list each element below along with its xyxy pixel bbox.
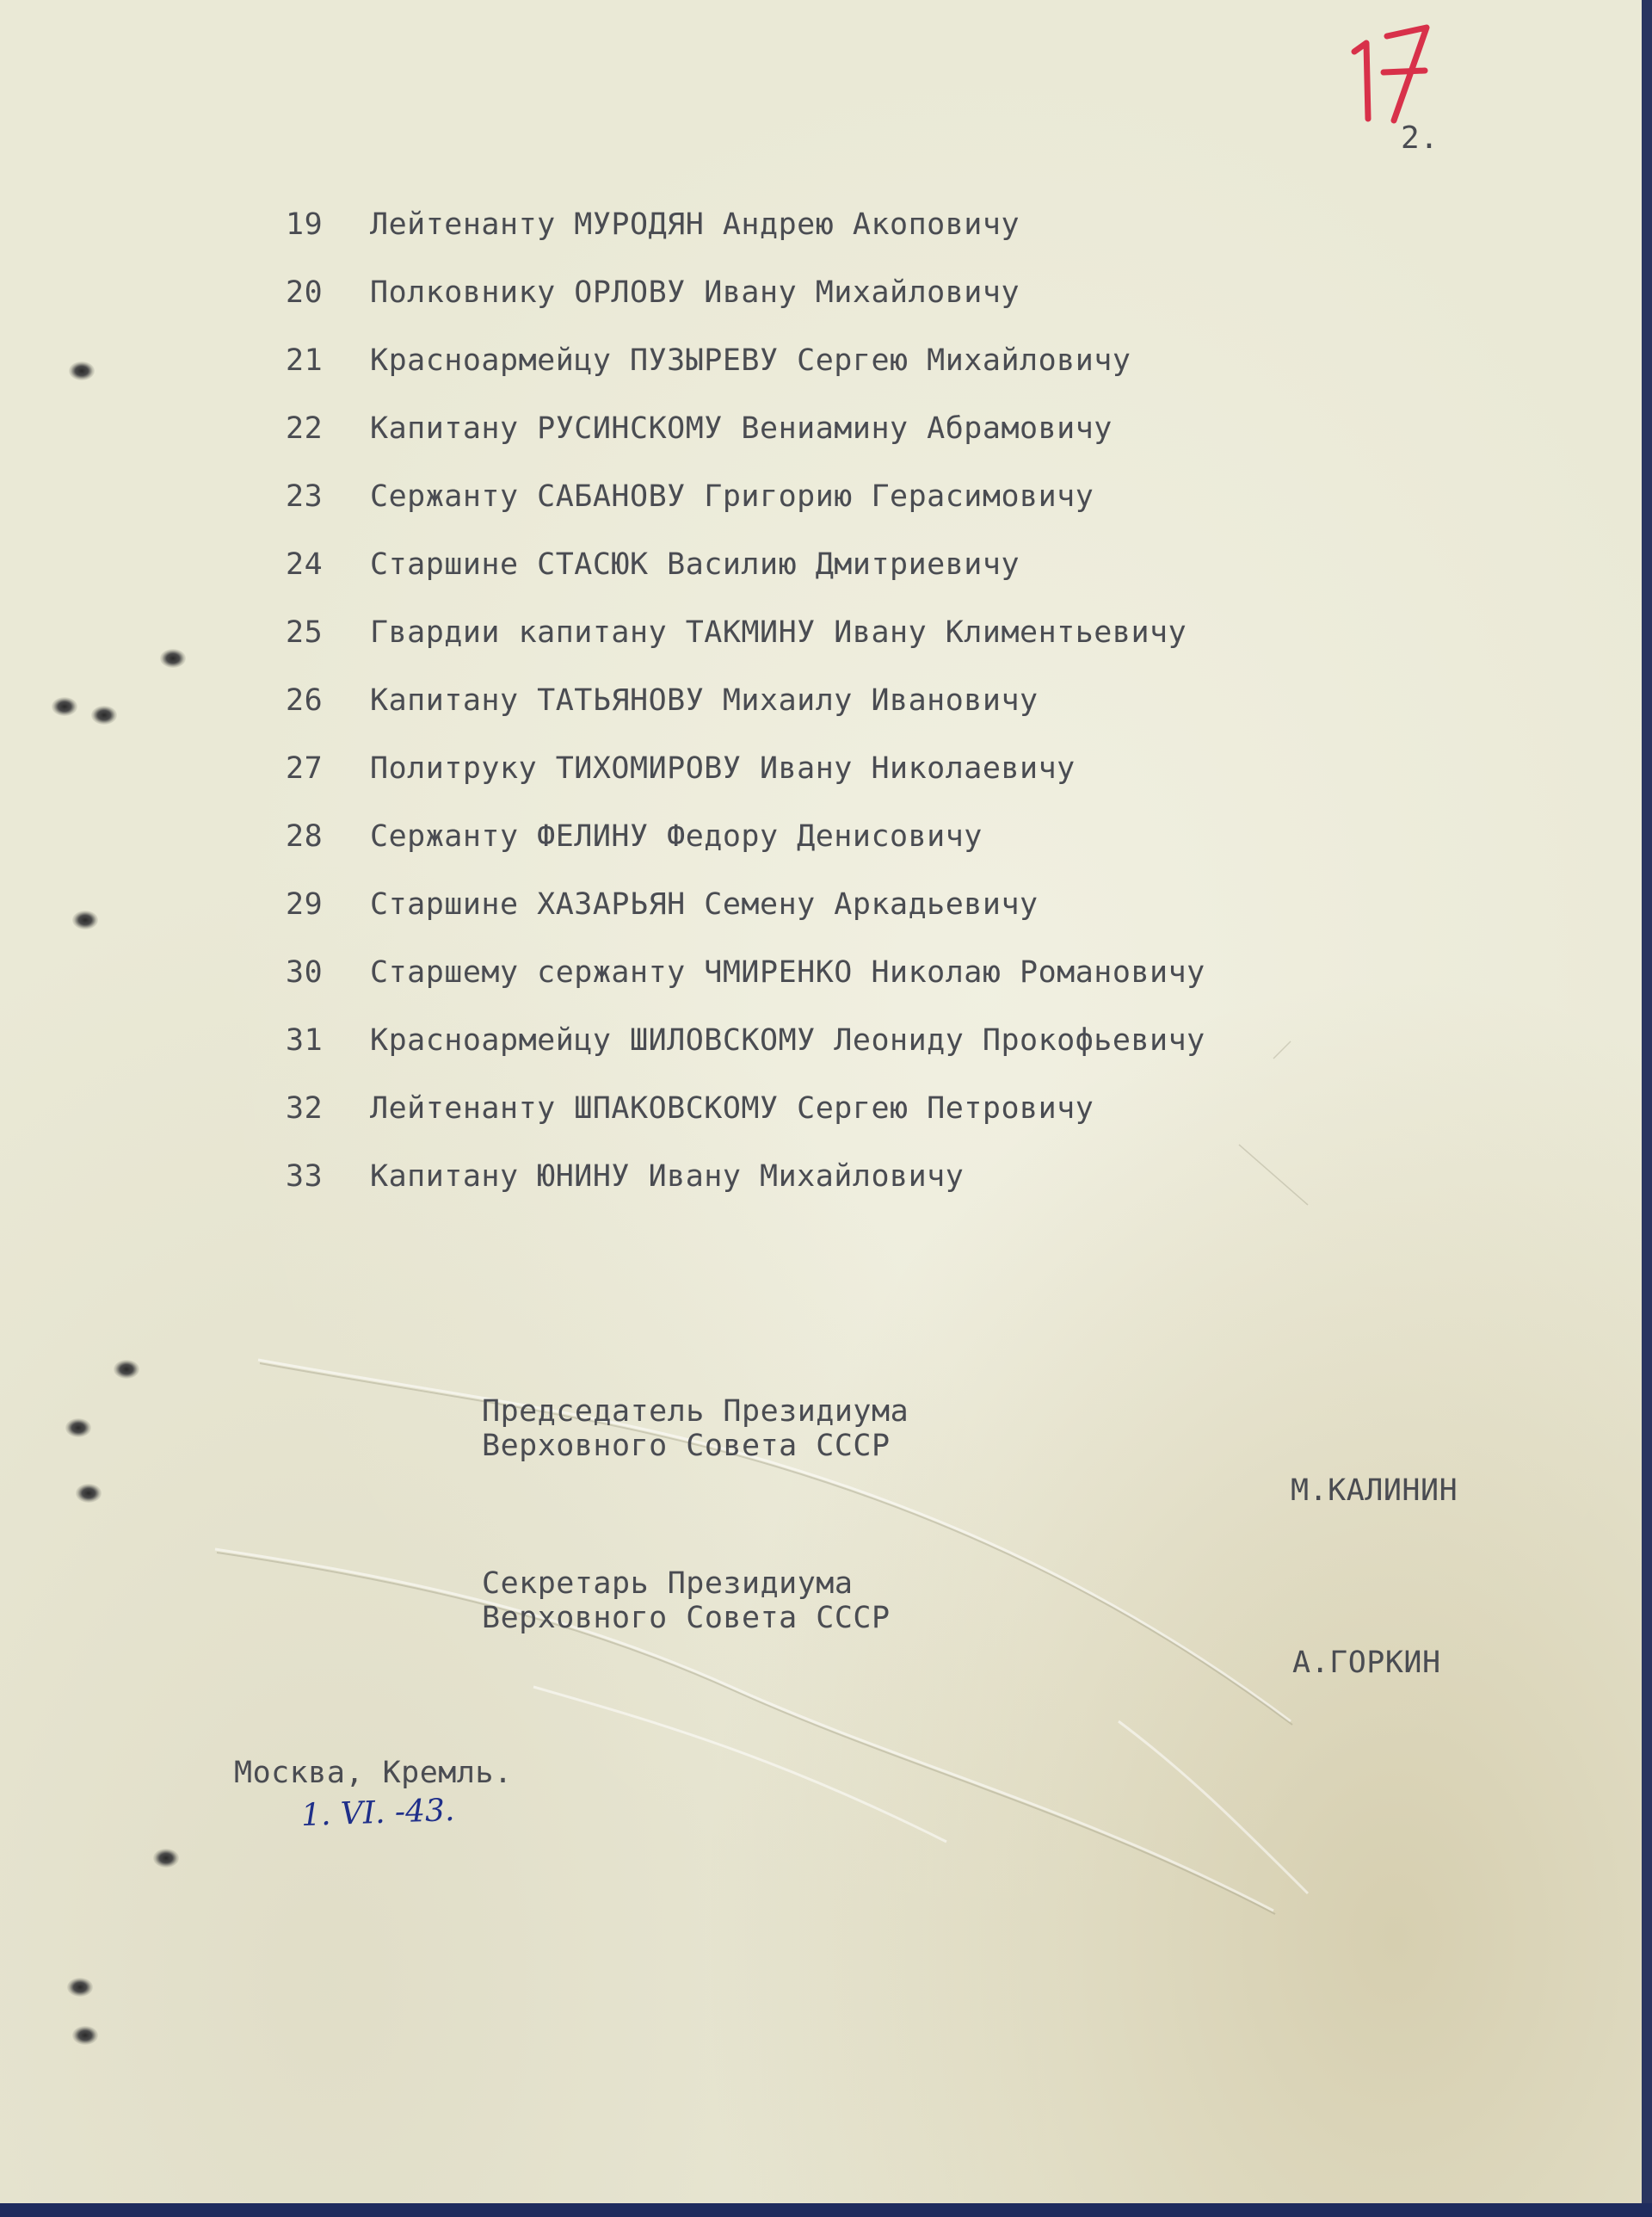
row-number: 25 xyxy=(286,615,324,650)
chairman-title-line2: Верховного Совета СССР xyxy=(482,1429,891,1463)
list-item xyxy=(286,815,1205,883)
award-recipient: Капитану ЮНИНУ Ивану Михайловичу xyxy=(370,1159,965,1194)
row-number: 28 xyxy=(286,819,324,854)
row-number: 19 xyxy=(286,207,324,242)
award-recipient: Сержанту САБАНОВУ Григорию Герасимовичу xyxy=(370,479,1094,514)
page-number: 2. xyxy=(1401,120,1439,156)
award-recipient: Капитану РУСИНСКОМУ Вениамину Абрамовичу xyxy=(370,411,1113,446)
scan-edge-bottom xyxy=(0,2203,1652,2217)
award-recipient: Сержанту ФЕЛИНУ Федору Денисовичу xyxy=(370,819,983,854)
award-recipient: Политруку ТИХОМИРОВУ Ивану Николаевичу xyxy=(370,751,1076,786)
row-number: 26 xyxy=(286,683,324,718)
punch-hole xyxy=(72,911,98,929)
secretary-title-line2: Верховного Совета СССР xyxy=(482,1601,891,1635)
award-recipient: Старшему сержанту ЧМИРЕНКО Николаю Романовичу xyxy=(370,955,1205,990)
punch-hole xyxy=(91,706,117,725)
award-recipient: Старшине ХАЗАРЬЯН Семену Аркадьевичу xyxy=(370,887,1039,922)
row-number: 33 xyxy=(286,1159,324,1194)
list-item xyxy=(286,747,1205,815)
row-number: 29 xyxy=(286,887,324,922)
list-item xyxy=(286,339,1205,407)
row-number: 20 xyxy=(286,275,324,310)
list-item xyxy=(286,951,1205,1019)
award-recipient: Гвардии капитану ТАКМИНУ Ивану Климентьевичу xyxy=(370,615,1187,650)
row-number: 24 xyxy=(286,547,324,582)
row-number: 32 xyxy=(286,1091,324,1126)
list-item xyxy=(286,271,1205,339)
scan-edge-right xyxy=(1642,0,1652,2217)
secretary-title-line1: Секретарь Президиума xyxy=(482,1566,854,1601)
list-item xyxy=(286,1019,1205,1087)
chairman-title-line1: Председатель Президиума xyxy=(482,1394,909,1429)
handwritten-date: 1. VI. -43. xyxy=(300,1792,455,1834)
list-item xyxy=(286,407,1205,475)
row-number: 21 xyxy=(286,343,324,378)
punch-hole xyxy=(153,1849,179,1868)
row-number: 23 xyxy=(286,479,324,514)
award-recipient: Красноармейцу ПУЗЫРЕВУ Сергею Михайловичу xyxy=(370,343,1131,378)
list-item xyxy=(286,203,1205,271)
award-recipient: Капитану ТАТЬЯНОВУ Михаилу Ивановичу xyxy=(370,683,1039,718)
punch-hole xyxy=(65,1418,91,1437)
punch-hole xyxy=(76,1484,102,1503)
place-of-issue: Москва, Кремль. xyxy=(234,1756,513,1790)
punch-hole xyxy=(69,361,95,380)
chairman-title xyxy=(482,1394,909,1463)
punch-hole xyxy=(114,1360,139,1379)
award-list xyxy=(286,203,1205,1223)
list-item xyxy=(286,1087,1205,1155)
row-number: 22 xyxy=(286,411,324,446)
list-item xyxy=(286,1155,1205,1223)
award-recipient: Лейтенанту ШПАКОВСКОМУ Сергею Петровичу xyxy=(370,1091,1094,1126)
list-item xyxy=(286,543,1205,611)
award-recipient: Красноармейцу ШИЛОВСКОМУ Леониду Прокофьевичу xyxy=(370,1023,1205,1058)
award-recipient: Полковнику ОРЛОВУ Ивану Михайловичу xyxy=(370,275,1020,310)
punch-hole xyxy=(72,2026,98,2045)
punch-hole xyxy=(160,649,186,668)
row-number: 27 xyxy=(286,751,324,786)
list-item xyxy=(286,611,1205,679)
award-recipient: Лейтенанту МУРОДЯН Андрею Акоповичу xyxy=(370,207,1020,242)
list-item xyxy=(286,883,1205,951)
list-item xyxy=(286,679,1205,747)
punch-hole xyxy=(67,1978,93,1997)
archive-folio-mark xyxy=(1342,17,1454,129)
row-number: 31 xyxy=(286,1023,324,1058)
chairman-name: М.КАЛИНИН xyxy=(1291,1473,1458,1508)
secretary-title xyxy=(482,1566,891,1635)
secretary-name: А.ГОРКИН xyxy=(1292,1646,1441,1680)
punch-hole xyxy=(52,697,77,716)
row-number: 30 xyxy=(286,955,324,990)
list-item xyxy=(286,475,1205,543)
award-recipient: Старшине СТАСЮК Василию Дмитриевичу xyxy=(370,547,1020,582)
